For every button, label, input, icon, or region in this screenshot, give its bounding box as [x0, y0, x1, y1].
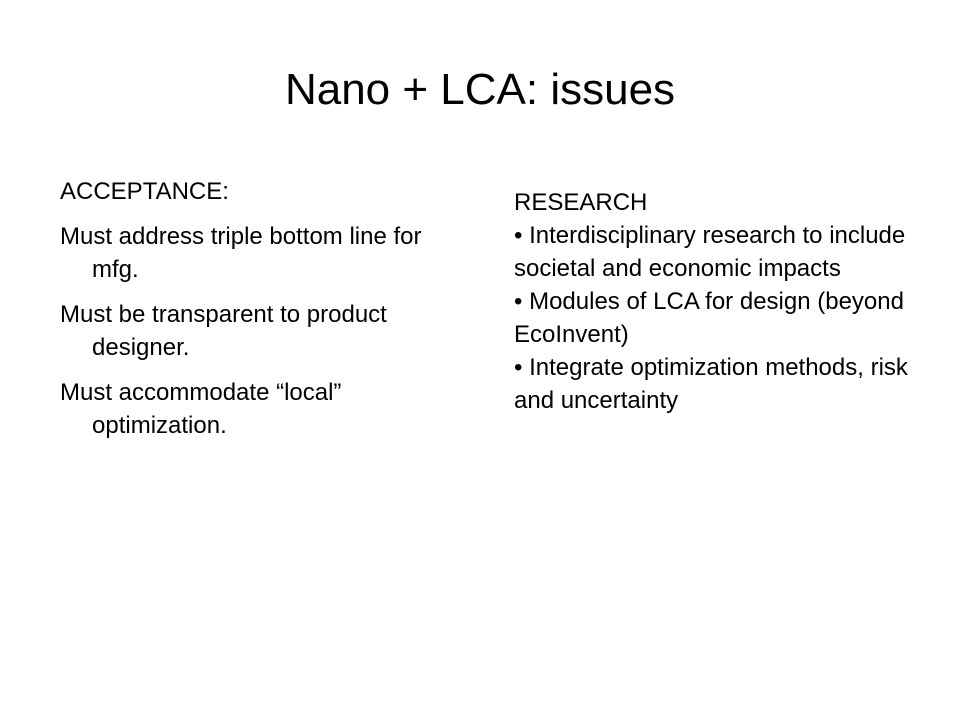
- acceptance-column: [60, 175, 460, 454]
- research-bullet: • Interdisciplinary research to include societal and economic impacts: [514, 222, 906, 282]
- research-heading: RESEARCH: [514, 189, 648, 216]
- acceptance-heading: ACCEPTANCE:: [60, 178, 229, 205]
- acceptance-item: Must be transparent to product designer.: [60, 301, 387, 361]
- acceptance-item: Must address triple bottom line for mfg.: [60, 223, 422, 283]
- research-bullet: • Modules of LCA for design (beyond EcoInvent): [514, 288, 904, 348]
- research-column: [514, 186, 934, 417]
- research-bullet: • Integrate optimization methods, risk and uncertainty: [514, 354, 908, 414]
- acceptance-item: Must accommodate “local” optimization.: [60, 379, 342, 439]
- slide-title: Nano + LCA: issues: [284, 65, 676, 114]
